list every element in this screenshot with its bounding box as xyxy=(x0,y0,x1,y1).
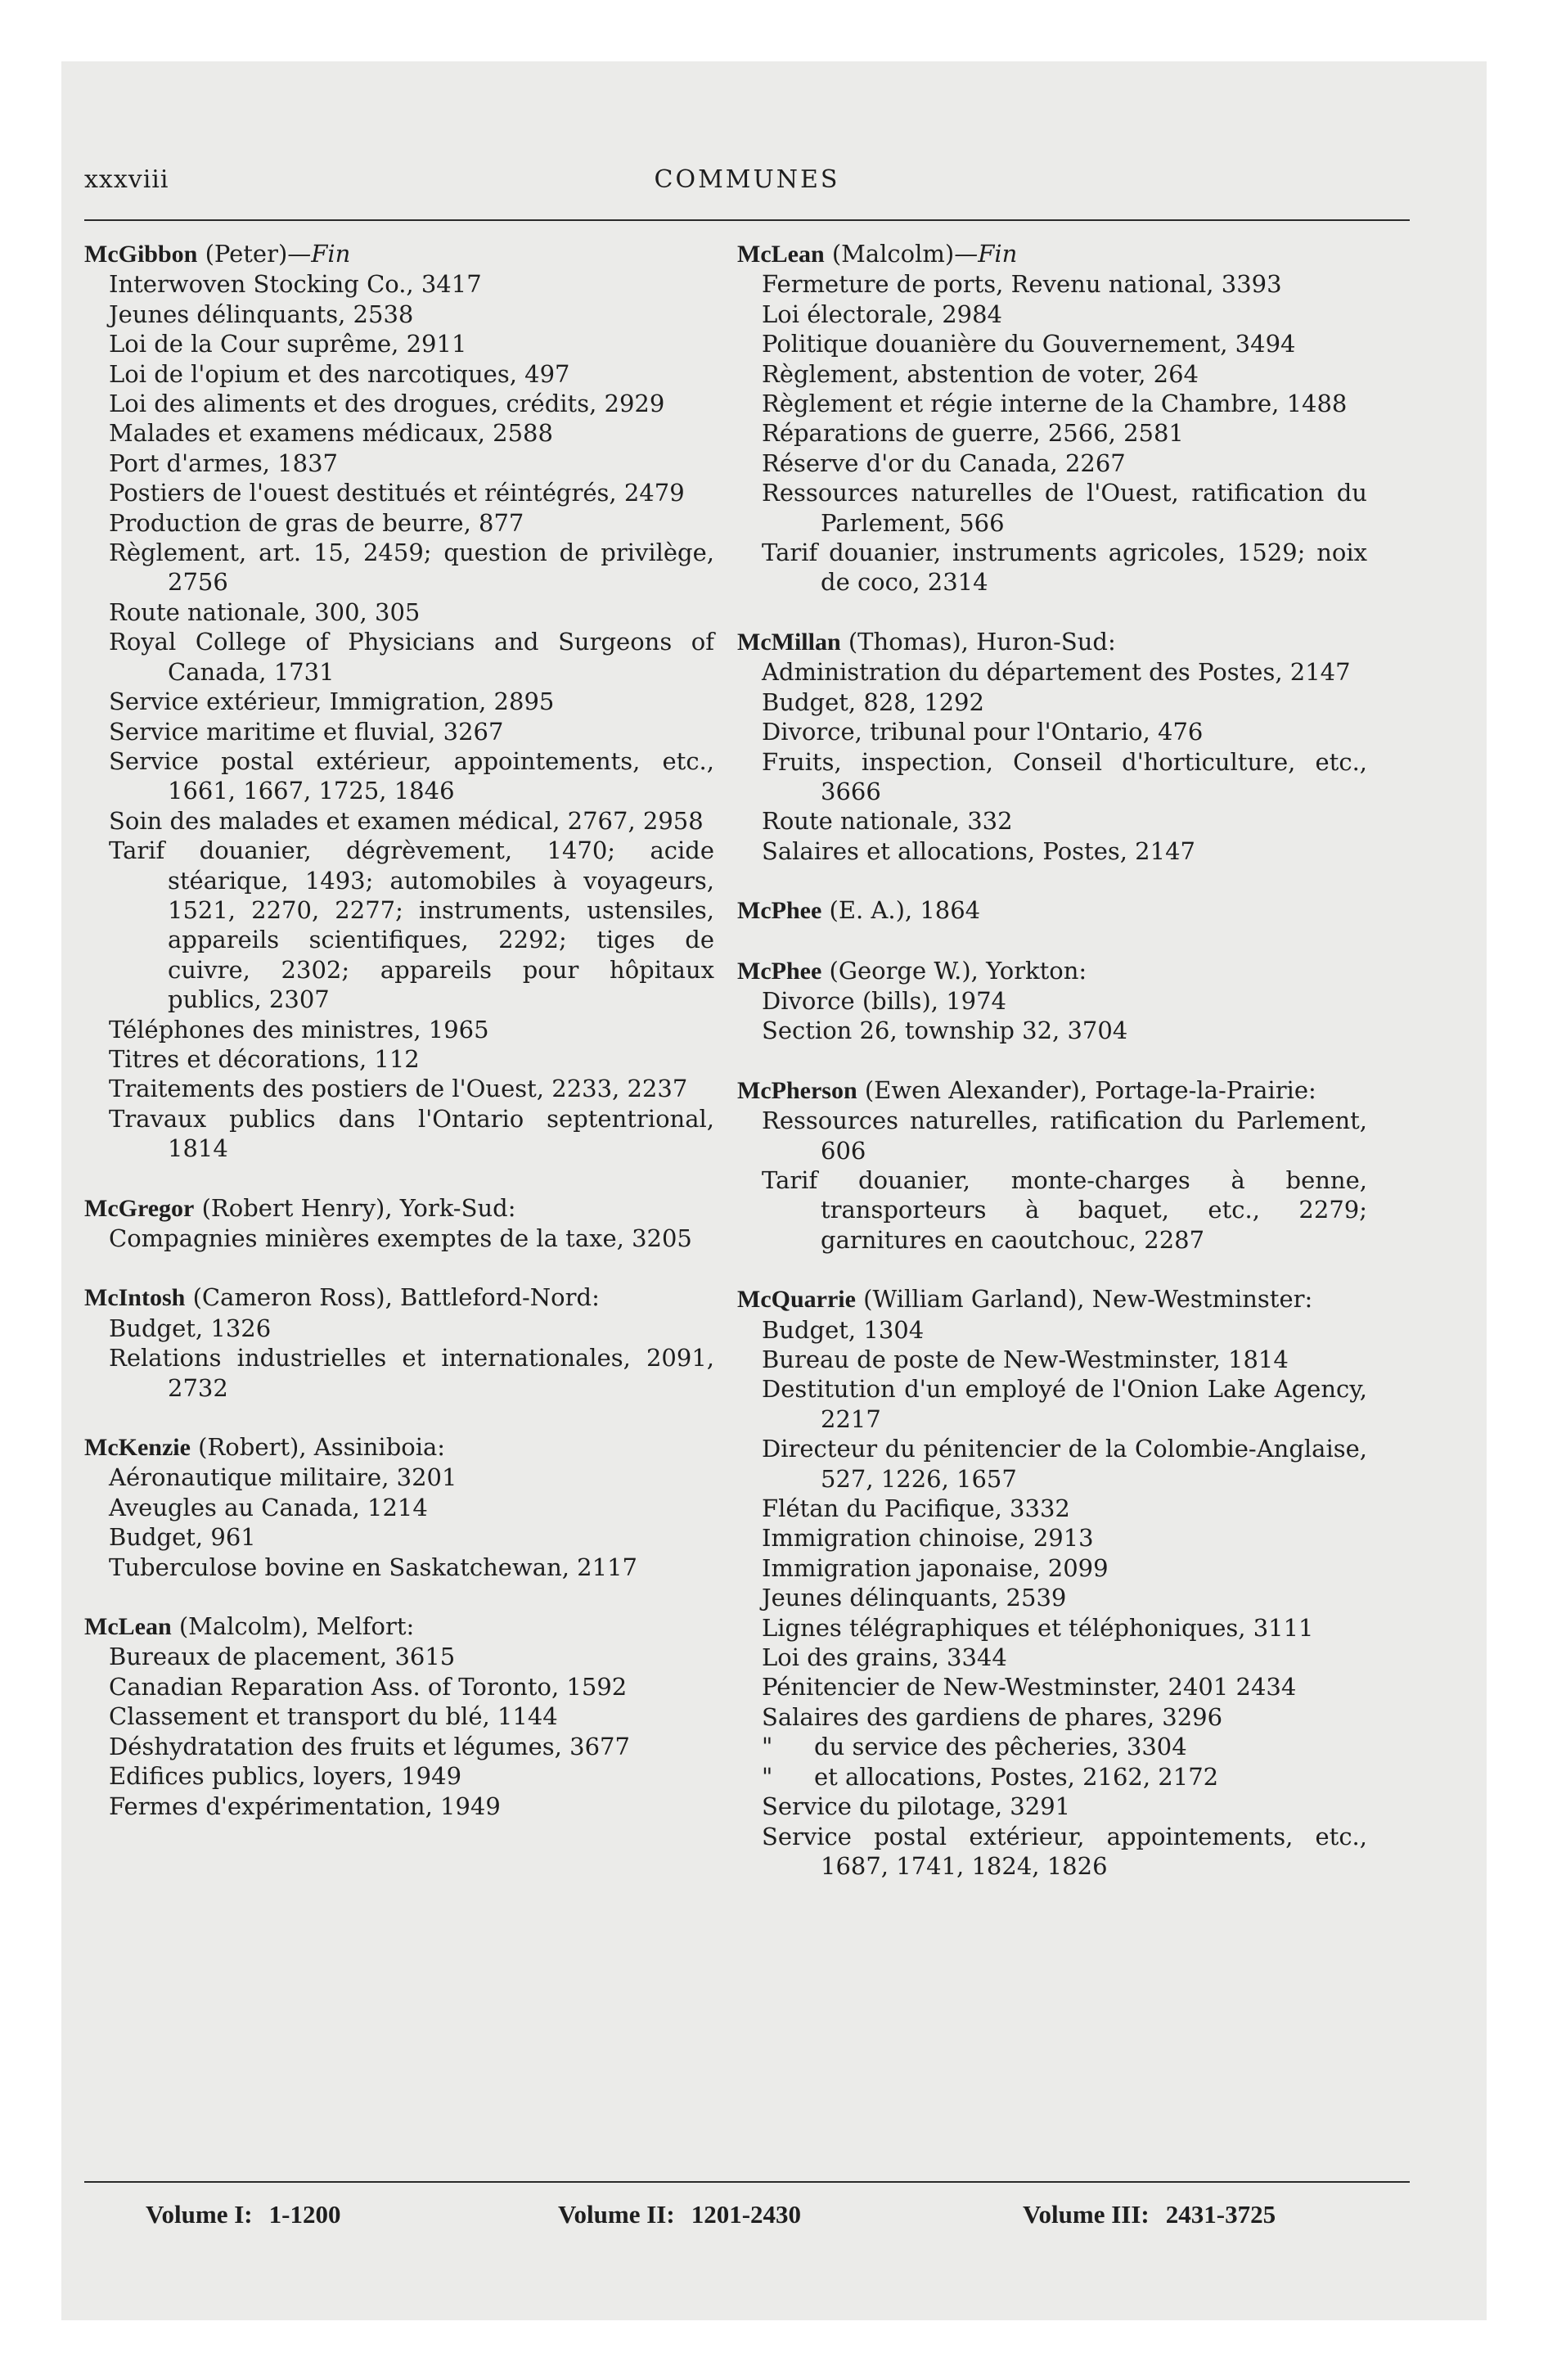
index-column-right xyxy=(737,239,1367,1910)
entry-subitem xyxy=(737,478,1367,538)
entry-subitem xyxy=(84,806,714,836)
subitem-text: Loi des aliments et des drogues, crédits, 2929 xyxy=(109,390,665,418)
subitem-text: Titres et décorations, 112 xyxy=(109,1044,420,1073)
subitem-text: Postiers de l'ouest destitués et réintégrés, 2479 xyxy=(109,479,685,507)
entry-subitem xyxy=(737,1762,1367,1792)
subitem-text: Route nationale, 332 xyxy=(762,807,1013,836)
entry-subitem xyxy=(737,1494,1367,1523)
subitem-text: Bureaux de placement, 3615 xyxy=(109,1643,456,1671)
index-entry xyxy=(84,239,714,1164)
entry-heading xyxy=(84,1611,714,1642)
subitem-text: du service des pêcheries, 3304 xyxy=(814,1733,1187,1761)
subitem-text: Soin des malades et examen médical, 2767, 2958 xyxy=(109,806,704,835)
entry-subitem xyxy=(84,687,714,716)
page-folio: xxxviii xyxy=(84,165,169,194)
entry-subitem xyxy=(737,717,1367,746)
subitem-text: Canadian Reparation Ass. of Toronto, 1592 xyxy=(109,1672,628,1701)
entry-given-name: (E. A.), 1864 xyxy=(829,896,981,925)
entry-subitem xyxy=(84,508,714,538)
subitem-text: Téléphones des ministres, 1965 xyxy=(109,1015,489,1044)
subitem-text: Fermeture de ports, Revenu national, 3393 xyxy=(762,270,1282,299)
subitem-text: et allocations, Postes, 2162, 2172 xyxy=(814,1762,1219,1791)
entry-given-name: (Cameron Ross), Battleford-Nord: xyxy=(192,1283,600,1312)
running-head xyxy=(84,165,1410,205)
entry-heading xyxy=(84,1282,714,1313)
subitem-text: Tarif douanier, dégrèvement, 1470; acide stéarique, 1493; automobiles à voyageurs, 1521, 2270, 2277; instruments, ustensiles, appareils scientifiques, 2292; tiges de cuivre, 2302; appareils pour hôpitaux publics, 2307 xyxy=(109,836,714,1014)
subitem-text: Section 26, township 32, 3704 xyxy=(762,1016,1128,1045)
footer-volume-range: 2431-3725 xyxy=(1165,2200,1276,2229)
subitem-text: Tarif douanier, instruments agricoles, 1529; noix de coco, 2314 xyxy=(762,539,1367,597)
subitem-text: Interwoven Stocking Co., 3417 xyxy=(109,270,482,299)
subitem-text: Règlement, abstention de voter, 264 xyxy=(762,359,1199,388)
footer-volume-2 xyxy=(558,2200,801,2229)
subitem-text: Loi électorale, 2984 xyxy=(762,300,1002,328)
entry-subitem xyxy=(84,1761,714,1791)
subitem-text: Aveugles au Canada, 1214 xyxy=(109,1493,428,1521)
entry-subitem xyxy=(737,389,1367,418)
entry-subitem xyxy=(737,1643,1367,1672)
subitem-text: Relations industrielles et internationales, 2091, 2732 xyxy=(109,1344,714,1402)
entry-heading xyxy=(737,627,1367,657)
subitem-text: Service postal extérieur, appointements, etc., 1661, 1667, 1725, 1846 xyxy=(109,746,714,805)
entry-given-name: (Robert Henry), York-Sud: xyxy=(201,1193,516,1222)
entry-given-name: (William Garland), New-Westminster: xyxy=(863,1285,1313,1314)
entry-given-name: (George W.), Yorkton: xyxy=(829,956,1087,985)
entry-subitem xyxy=(737,269,1367,299)
subitem-text: Divorce, tribunal pour l'Ontario, 476 xyxy=(762,718,1204,746)
subitem-text: Classement et transport du blé, 1144 xyxy=(109,1702,558,1731)
subitem-text: Directeur du pénitencier de la Colombie-Anglaise, 527, 1226, 1657 xyxy=(762,1435,1367,1493)
index-entry xyxy=(737,1075,1367,1255)
subitem-text: Réserve d'or du Canada, 2267 xyxy=(762,449,1126,477)
subitem-text: Aéronautique militaire, 3201 xyxy=(109,1463,457,1492)
entry-subitem xyxy=(737,449,1367,478)
entry-subitem xyxy=(84,746,714,806)
entry-heading xyxy=(737,1284,1367,1314)
entry-subitem xyxy=(84,418,714,448)
subitem-text: Réparations de guerre, 2566, 2581 xyxy=(762,419,1184,448)
entry-subitem xyxy=(737,418,1367,448)
index-entry xyxy=(84,1193,714,1254)
entry-heading xyxy=(737,956,1367,986)
entry-surname: McMillan xyxy=(737,628,841,656)
index-column-left xyxy=(84,239,714,1850)
entry-continuation: —Fin xyxy=(954,240,1018,268)
subitem-text: Malades et examens médicaux, 2588 xyxy=(109,419,553,448)
entry-given-name: (Malcolm) xyxy=(831,240,955,268)
subitem-text: Travaux publics dans l'Ontario septentrional, 1814 xyxy=(109,1104,714,1163)
index-entry xyxy=(737,895,1367,926)
subitem-text: Service du pilotage, 3291 xyxy=(762,1792,1071,1821)
entry-heading xyxy=(84,1432,714,1463)
subitem-text: Production de gras de beurre, 877 xyxy=(109,508,524,537)
entry-subitem xyxy=(737,1345,1367,1374)
entry-given-name: (Ewen Alexander), Portage-la-Prairie: xyxy=(864,1075,1316,1104)
index-entry xyxy=(737,956,1367,1046)
entry-subitem xyxy=(737,747,1367,807)
entry-subitem xyxy=(737,1434,1367,1494)
entry-subitem xyxy=(84,1792,714,1821)
entry-subitem xyxy=(737,300,1367,329)
index-entry xyxy=(84,1432,714,1582)
subitem-text: Jeunes délinquants, 2538 xyxy=(109,300,414,328)
subitem-text: Route nationale, 300, 305 xyxy=(109,597,421,626)
entry-subitem xyxy=(737,836,1367,866)
subitem-text: Service extérieur, Immigration, 2895 xyxy=(109,687,555,716)
entry-subitem xyxy=(737,1016,1367,1045)
entry-subitem xyxy=(84,1642,714,1671)
subitem-text: Loi de l'opium et des narcotiques, 497 xyxy=(109,359,570,388)
entry-subitem xyxy=(737,806,1367,836)
entry-subitem xyxy=(737,1374,1367,1434)
entry-surname: McLean xyxy=(737,241,825,268)
entry-subitem xyxy=(84,1074,714,1103)
index-entry xyxy=(84,1282,714,1403)
footer-volume-1 xyxy=(146,2200,340,2229)
footer-volume-label: Volume I: xyxy=(146,2200,253,2229)
subitem-text: Destitution d'un employé de l'Onion Lake Agency, 2217 xyxy=(762,1375,1367,1433)
entry-subitem xyxy=(84,1732,714,1761)
entry-heading xyxy=(84,1193,714,1224)
entry-surname: McPhee xyxy=(737,897,822,925)
entry-surname: McLean xyxy=(84,1613,172,1641)
entry-subitem xyxy=(84,329,714,358)
entry-subitem xyxy=(737,1792,1367,1821)
subitem-text: Port d'armes, 1837 xyxy=(109,449,339,477)
entry-given-name: (Robert), Assiniboia: xyxy=(198,1433,446,1462)
entry-subitem xyxy=(84,1015,714,1044)
subitem-text: Fruits, inspection, Conseil d'horticulture, etc., 3666 xyxy=(762,747,1367,805)
subitem-text: Ressources naturelles de l'Ouest, ratification du Parlement, 566 xyxy=(762,479,1367,537)
entry-heading xyxy=(84,239,714,269)
entry-subitem xyxy=(84,389,714,418)
entry-subitem xyxy=(84,1343,714,1403)
entry-subitem xyxy=(737,657,1367,687)
entry-surname: McPhee xyxy=(737,957,822,985)
running-title: COMMUNES xyxy=(654,165,840,194)
entry-heading xyxy=(737,239,1367,269)
subitem-text: Loi de la Cour suprême, 2911 xyxy=(109,330,467,358)
entry-subitem xyxy=(84,300,714,329)
entry-subitem xyxy=(737,1822,1367,1882)
subitem-text: Pénitencier de New-Westminster, 2401 2434 xyxy=(762,1673,1297,1702)
index-entry xyxy=(737,239,1367,597)
subitem-text: Administration du département des Postes, 2147 xyxy=(762,658,1351,687)
entry-subitem xyxy=(737,1165,1367,1255)
subitem-text: Tarif douanier, monte-charges à benne, transporteurs à baquet, etc., 2279; garnitures en caoutchouc, 2287 xyxy=(762,1165,1367,1254)
entry-subitem xyxy=(84,1044,714,1074)
entry-subitem xyxy=(84,1553,714,1582)
footer-volume-range: 1-1200 xyxy=(268,2200,341,2229)
index-entry xyxy=(737,627,1367,866)
subitem-text: Jeunes délinquants, 2539 xyxy=(762,1584,1067,1612)
ditto-mark: " xyxy=(762,1733,773,1761)
subitem-text: Service postal extérieur, appointements, etc., 1687, 1741, 1824, 1826 xyxy=(762,1822,1367,1880)
footer-volume-range: 1201-2430 xyxy=(691,2200,802,2229)
entry-subitem xyxy=(737,687,1367,717)
entry-subitem xyxy=(84,1314,714,1343)
header-rule xyxy=(84,219,1410,221)
footer-volume-label: Volume III: xyxy=(1023,2200,1150,2229)
entry-subitem xyxy=(84,627,714,687)
subitem-text: Déshydratation des fruits et légumes, 3677 xyxy=(109,1732,630,1760)
footer-rule xyxy=(84,2181,1410,2183)
subitem-text: Service maritime et fluvial, 3267 xyxy=(109,717,504,746)
entry-subitem xyxy=(84,597,714,627)
entry-subitem xyxy=(737,1702,1367,1732)
entry-continuation: —Fin xyxy=(287,240,351,268)
entry-surname: McGregor xyxy=(84,1194,195,1222)
subitem-text: Flétan du Pacifique, 3332 xyxy=(762,1494,1070,1523)
entry-subitem xyxy=(84,478,714,507)
entry-subitem xyxy=(737,986,1367,1016)
footer-volume-3 xyxy=(1023,2200,1276,2229)
entry-subitem xyxy=(84,449,714,478)
subitem-text: Budget, 961 xyxy=(109,1523,256,1552)
entry-surname: McKenzie xyxy=(84,1434,191,1462)
entry-surname: McIntosh xyxy=(84,1284,186,1312)
entry-subitem xyxy=(737,359,1367,389)
entry-heading xyxy=(737,1075,1367,1106)
subitem-text: Traitements des postiers de l'Ouest, 2233, 2237 xyxy=(109,1075,688,1103)
entry-subitem xyxy=(84,1493,714,1522)
index-entry xyxy=(84,1611,714,1821)
subitem-text: Royal College of Physicians and Surgeons of Canada, 1731 xyxy=(109,628,714,686)
entry-subitem xyxy=(84,836,714,1014)
subitem-text: Règlement, art. 15, 2459; question de privilège, 2756 xyxy=(109,539,714,597)
subitem-text: Tuberculose bovine en Saskatchewan, 2117 xyxy=(109,1553,637,1581)
entry-given-name: (Thomas), Huron-Sud: xyxy=(848,627,1116,656)
entry-heading xyxy=(737,895,1367,926)
subitem-text: Salaires des gardiens de phares, 3296 xyxy=(762,1702,1223,1731)
subitem-text: Fermes d'expérimentation, 1949 xyxy=(109,1792,501,1820)
ditto-mark: " xyxy=(762,1762,773,1791)
subitem-text: Budget, 828, 1292 xyxy=(762,687,984,716)
entry-subitem xyxy=(737,1315,1367,1345)
entry-subitem xyxy=(737,1613,1367,1643)
entry-given-name: (Malcolm), Melfort: xyxy=(178,1612,415,1641)
entry-subitem xyxy=(84,717,714,746)
subitem-text: Budget, 1304 xyxy=(762,1315,925,1344)
entry-subitem xyxy=(737,538,1367,597)
entry-subitem xyxy=(737,1672,1367,1702)
entry-subitem xyxy=(737,329,1367,358)
entry-subitem xyxy=(84,359,714,389)
subitem-text: Politique douanière du Gouvernement, 3494 xyxy=(762,330,1296,358)
subitem-text: Ressources naturelles, ratification du Parlement, 606 xyxy=(762,1107,1367,1165)
subitem-text: Immigration japonaise, 2099 xyxy=(762,1553,1109,1582)
entry-subitem xyxy=(84,1522,714,1552)
subitem-text: Loi des grains, 3344 xyxy=(762,1643,1007,1672)
entry-subitem xyxy=(84,1104,714,1164)
subitem-text: Lignes télégraphiques et téléphoniques, 3111 xyxy=(762,1613,1314,1642)
entry-surname: McPherson xyxy=(737,1076,857,1104)
entry-surname: McQuarrie xyxy=(737,1286,856,1314)
entry-subitem xyxy=(737,1523,1367,1553)
entry-subitem xyxy=(737,1732,1367,1761)
entry-given-name: (Peter) xyxy=(205,240,288,268)
entry-subitem xyxy=(84,1702,714,1731)
subitem-text: Edifices publics, loyers, 1949 xyxy=(109,1762,462,1791)
entry-subitem xyxy=(84,1672,714,1702)
subitem-text: Divorce (bills), 1974 xyxy=(762,986,1006,1015)
subitem-text: Budget, 1326 xyxy=(109,1314,272,1342)
subitem-text: Compagnies minières exemptes de la taxe, 3205 xyxy=(109,1224,692,1252)
index-entry xyxy=(737,1284,1367,1881)
entry-subitem xyxy=(84,538,714,597)
subitem-text: Immigration chinoise, 2913 xyxy=(762,1524,1094,1553)
entry-subitem xyxy=(84,1224,714,1253)
entry-subitem xyxy=(737,1553,1367,1583)
subitem-text: Salaires et allocations, Postes, 2147 xyxy=(762,836,1195,865)
subitem-text: Bureau de poste de New-Westminster, 1814 xyxy=(762,1346,1289,1373)
entry-subitem xyxy=(737,1106,1367,1165)
subitem-text: Règlement et régie interne de la Chambre, 1488 xyxy=(762,390,1348,418)
footer-volume-label: Volume II: xyxy=(558,2200,675,2229)
entry-subitem xyxy=(84,1463,714,1492)
entry-subitem xyxy=(737,1583,1367,1612)
entry-surname: McGibbon xyxy=(84,241,198,268)
entry-subitem xyxy=(84,269,714,299)
